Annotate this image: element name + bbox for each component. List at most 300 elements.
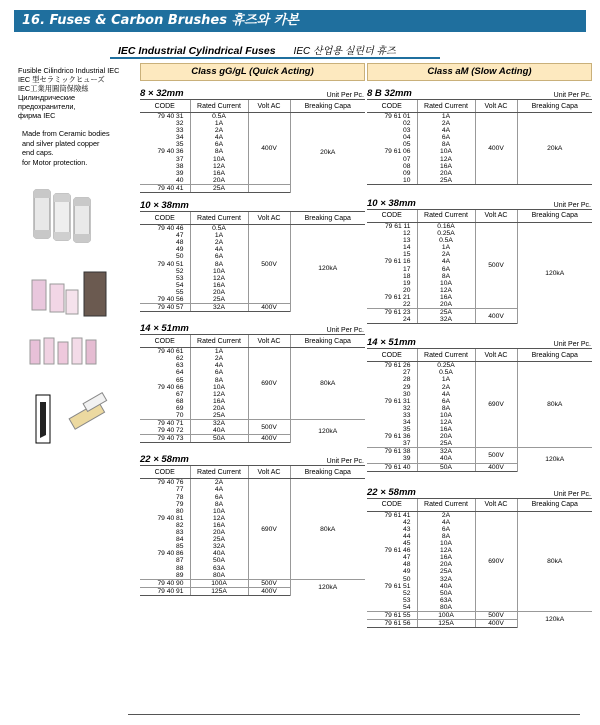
table-header: Breaking Capa (290, 100, 365, 113)
rated-current-cell: 80A (440, 603, 452, 611)
rated-current-cell: 16A (213, 521, 225, 529)
code-cell: 22 (403, 300, 411, 308)
rated-current-cell: 2A (441, 120, 451, 128)
breaking-capa-cell: 80kA (517, 362, 592, 448)
size-label: 10 × 38mm (367, 197, 416, 209)
table-row-group (367, 222, 592, 308)
code-cell: 33 (403, 411, 411, 419)
bottom-rule (128, 714, 580, 715)
rated-current-cell: 16A (213, 397, 225, 405)
volt-cell: 500V (475, 611, 517, 619)
rated-current-cell: 6A (441, 265, 451, 273)
code-cell: 79 61 38 (384, 448, 411, 456)
size-label: 10 × 38mm (140, 200, 189, 212)
rated-current-cell: 1A (214, 232, 224, 240)
rated-current-cell: 4A (441, 390, 451, 398)
code-cell: 53 (176, 274, 184, 282)
code-cell: 79 61 21 (384, 293, 411, 301)
code-cell: 79 61 40 (384, 463, 411, 471)
code-cell: 79 61 36 (384, 433, 411, 441)
rated-current-cell: 6A (214, 493, 224, 501)
code-cell: 39 (176, 169, 184, 177)
breaking-capa-cell: 80kA (517, 511, 592, 611)
rated-current-cell: 12A (213, 274, 225, 282)
size-section (140, 318, 365, 443)
unit-label: Unit Per Pc. (326, 92, 364, 99)
breaking-capa-cell: 80kA (290, 348, 365, 420)
description-line: Цилиндрические (18, 93, 76, 102)
code-cell: 80 (176, 507, 184, 515)
code-cell: 54 (176, 281, 184, 289)
code-cell: 78 (176, 493, 184, 501)
code-cell: 67 (176, 390, 184, 398)
fuse-table (367, 99, 592, 185)
rated-current-cell: 1A (441, 244, 451, 252)
rated-current-cell: 125A (438, 620, 454, 628)
rated-current-cell: 10A (213, 383, 225, 391)
code-cell: 30 (403, 390, 411, 398)
table-header: Rated Current (417, 498, 475, 511)
code-cell: 37 (403, 440, 411, 448)
table-row-group (367, 448, 592, 463)
subtitle-en: IEC Industrial Cylindrical Fuses (118, 45, 276, 57)
table-header: Volt AC (248, 100, 290, 113)
code-cell: 62 (176, 355, 184, 363)
rated-current-cell: 32A (440, 316, 452, 324)
table-header: Volt AC (475, 498, 517, 511)
code-cell: 49 (403, 568, 411, 576)
code-cell: 79 61 41 (384, 511, 411, 519)
volt-cell: 500V (248, 225, 290, 304)
code-cell: 52 (403, 589, 411, 597)
rated-current-cell: 16A (213, 281, 225, 289)
fuse-table (140, 211, 365, 312)
rated-current-cell: 12A (440, 547, 452, 555)
unit-label: Unit Per Pc. (326, 327, 364, 335)
code-cell: 79 40 90 (157, 579, 184, 587)
code-cell: 79 40 91 (157, 587, 184, 595)
rated-current-cell: 20A (440, 561, 452, 569)
fuse-table (367, 348, 592, 471)
code-cell: 29 (403, 383, 411, 391)
rated-current-cell: 12A (440, 419, 452, 426)
code-cell: 79 40 46 (157, 225, 184, 233)
table-header: Breaking Capa (290, 335, 365, 348)
table-row-group (367, 511, 592, 611)
table-row-group (367, 611, 592, 619)
unit-label: Unit Per Pc. (326, 458, 364, 466)
rated-current-cell: 16A (440, 162, 452, 170)
rated-current-cell: 25A (440, 568, 452, 576)
code-cell: 79 40 51 (157, 260, 184, 268)
volt-cell: 500V (248, 579, 290, 587)
rated-current-cell: 32A (440, 575, 452, 583)
code-cell: 79 40 41 (157, 184, 184, 192)
rated-current-cell: 6A (214, 253, 224, 261)
description-line: IEC工業用圓筒保險絲 (18, 84, 89, 93)
code-cell: 34 (403, 419, 411, 426)
rated-current-cell: 20A (440, 169, 452, 177)
code-cell: 48 (403, 561, 411, 569)
volt-cell: 400V (475, 113, 517, 185)
table-header: CODE (140, 466, 190, 479)
code-cell: 45 (403, 540, 411, 548)
subtitle-underline (110, 57, 440, 59)
code-cell: 83 (176, 529, 184, 537)
code-cell: 17 (403, 265, 411, 273)
code-cell: 65 (176, 376, 184, 384)
rated-current-cell: 25A (440, 176, 452, 184)
code-cell: 82 (176, 521, 184, 529)
description-line: IEC 型セラミックヒューズ (18, 75, 105, 84)
table-header: Rated Current (417, 100, 475, 113)
breaking-capa-cell: 120kA (517, 448, 592, 471)
rated-current-cell: 0.25A (437, 230, 455, 238)
rated-current-cell: 100A (438, 611, 454, 619)
code-cell: 79 61 46 (384, 547, 411, 555)
rated-current-cell: 10A (440, 540, 452, 548)
size-label: 8 × 32mm (140, 88, 184, 99)
volt-cell (248, 184, 290, 192)
code-cell: 47 (176, 232, 184, 240)
table-header: CODE (367, 498, 417, 511)
volt-cell: 400V (475, 309, 517, 324)
fuse-table (367, 498, 592, 629)
code-cell: 02 (403, 120, 411, 128)
code-cell: 50 (176, 253, 184, 261)
code-cell: 35 (176, 141, 184, 149)
code-cell: 44 (403, 532, 411, 540)
table-row-group (140, 420, 365, 435)
unit-label: Unit Per Pc. (553, 92, 591, 99)
breaking-capa-cell: 20kA (517, 113, 592, 185)
code-cell: 54 (403, 603, 411, 611)
code-cell: 79 40 73 (157, 435, 184, 443)
code-cell: 89 (176, 571, 184, 579)
code-cell: 79 40 71 (157, 420, 184, 428)
unit-label: Unit Per Pc. (553, 341, 591, 349)
code-cell: 68 (176, 397, 184, 405)
code-cell: 79 (176, 500, 184, 508)
rated-current-cell: 2A (214, 479, 224, 487)
rated-current-cell: 0.5A (439, 237, 453, 245)
code-cell: 79 40 72 (157, 427, 184, 435)
rated-current-cell: 4A (214, 134, 224, 142)
code-cell: 79 40 56 (157, 295, 184, 303)
code-cell: 53 (403, 596, 411, 604)
table-row-group (140, 348, 365, 420)
code-cell: 85 (176, 543, 184, 551)
code-cell: 49 (176, 246, 184, 254)
code-cell: 79 61 26 (384, 362, 411, 370)
table-header: CODE (367, 209, 417, 222)
code-cell: 35 (403, 426, 411, 434)
size-section (367, 83, 592, 185)
code-cell: 15 (403, 251, 411, 259)
rated-current-cell: 2A (214, 239, 224, 247)
volt-cell: 690V (248, 348, 290, 420)
rated-current-cell: 20A (213, 288, 225, 296)
rated-current-cell: 40A (213, 427, 225, 435)
code-cell: 24 (403, 316, 411, 324)
rated-current-cell: 16A (440, 554, 452, 562)
class-title: Class gG/gL (Quick Acting) (140, 63, 365, 81)
description-line: for Motor protection. (22, 157, 88, 167)
rated-current-cell: 4A (441, 258, 451, 266)
volt-cell: 400V (248, 304, 290, 312)
volt-cell: 400V (475, 463, 517, 471)
rated-current-cell: 4A (441, 518, 451, 526)
table-header: Rated Current (417, 209, 475, 222)
code-cell: 79 40 31 (157, 113, 184, 120)
rated-current-cell: 16A (213, 169, 225, 177)
table-header: Volt AC (248, 212, 290, 225)
rated-current-cell: 10A (440, 148, 452, 156)
rated-current-cell: 40A (440, 455, 452, 463)
rated-current-cell: 4A (441, 127, 451, 135)
rated-current-cell: 20A (440, 300, 452, 308)
code-cell: 28 (403, 376, 411, 384)
fuse-table (140, 465, 365, 596)
class-title: Class aM (Slow Acting) (367, 63, 592, 81)
volt-cell: 690V (475, 511, 517, 611)
size-section (140, 83, 365, 193)
rated-current-cell: 50A (440, 589, 452, 597)
fuse-table (140, 334, 365, 443)
rated-current-cell: 25A (213, 412, 225, 419)
code-cell: 13 (403, 237, 411, 245)
size-section (367, 482, 592, 629)
code-cell: 48 (176, 239, 184, 247)
rated-current-cell: 16A (440, 426, 452, 434)
code-cell: 39 (403, 455, 411, 463)
volt-cell: 400V (248, 435, 290, 443)
breaking-capa-cell: 120kA (290, 420, 365, 443)
rated-current-cell: 100A (211, 579, 227, 587)
volt-cell: 500V (475, 448, 517, 463)
rated-current-cell: 4A (214, 486, 224, 494)
table-header: Breaking Capa (290, 212, 365, 225)
table-header: Rated Current (190, 100, 248, 113)
fuse-image-group-3 (30, 338, 96, 364)
rated-current-cell: 20A (213, 529, 225, 537)
code-cell: 79 61 55 (384, 611, 411, 619)
table-header: Rated Current (190, 466, 248, 479)
code-cell: 33 (176, 127, 184, 135)
rated-current-cell: 10A (440, 279, 452, 287)
fuse-image-group-2 (32, 272, 106, 316)
table-header: Rated Current (190, 212, 248, 225)
table-header: Breaking Capa (517, 100, 592, 113)
size-label: 22 × 58mm (140, 454, 189, 466)
fuse-photos (26, 180, 116, 460)
column-class-gg (140, 63, 365, 596)
code-cell: 34 (176, 134, 184, 142)
rated-current-cell: 2A (214, 355, 224, 363)
rated-current-cell: 20A (213, 404, 225, 412)
code-cell: 79 61 23 (384, 309, 411, 317)
product-description (18, 66, 136, 167)
rated-current-cell: 25A (440, 440, 452, 448)
rated-current-cell: 12A (213, 162, 225, 170)
rated-current-cell: 32A (213, 420, 225, 428)
table-header: Rated Current (417, 349, 475, 362)
rated-current-cell: 8A (214, 376, 224, 384)
rated-current-cell: 2A (441, 383, 451, 391)
rated-current-cell: 50A (213, 435, 225, 443)
rated-current-cell: 2A (441, 251, 451, 259)
code-cell: 77 (176, 486, 184, 494)
breaking-capa-cell: 120kA (517, 611, 592, 627)
rated-current-cell: 125A (211, 587, 227, 595)
description-line: and silver plated copper (22, 138, 100, 148)
table-header: CODE (140, 335, 190, 348)
volt-cell: 400V (248, 587, 290, 595)
rated-current-cell: 12A (213, 390, 225, 398)
table-header: Volt AC (475, 349, 517, 362)
code-cell: 47 (403, 554, 411, 562)
rated-current-cell: 63A (213, 564, 225, 572)
rated-current-cell: 8A (214, 148, 224, 156)
rated-current-cell: 1A (214, 120, 224, 128)
size-label: 14 × 51mm (367, 337, 416, 349)
table-header: Volt AC (248, 466, 290, 479)
breaking-capa-cell: 120kA (290, 579, 365, 595)
size-section (367, 332, 592, 471)
table-row-group (367, 113, 592, 185)
rated-current-cell: 10A (213, 155, 225, 163)
table-row-group (140, 113, 365, 185)
table-header: Volt AC (475, 100, 517, 113)
code-cell: 12 (403, 230, 411, 238)
rated-current-cell: 1A (214, 348, 224, 356)
rated-current-cell: 25A (213, 295, 225, 303)
unit-label: Unit Per Pc. (553, 201, 591, 209)
code-cell: 38 (176, 162, 184, 170)
code-cell: 64 (176, 369, 184, 377)
code-cell: 63 (176, 362, 184, 370)
rated-current-cell: 2A (441, 511, 451, 519)
code-cell: 32 (403, 404, 411, 412)
section-header: 16. Fuses & Carbon Brushes 휴즈와 카본 (14, 10, 586, 32)
rated-current-cell: 12A (440, 286, 452, 294)
code-cell: 19 (403, 279, 411, 287)
rated-current-cell: 12A (440, 155, 452, 163)
code-cell: 79 40 61 (157, 348, 184, 356)
code-cell: 79 61 51 (384, 582, 411, 590)
code-cell: 20 (403, 286, 411, 294)
code-cell: 14 (403, 244, 411, 252)
code-cell: 40 (176, 176, 184, 184)
code-cell: 79 40 86 (157, 550, 184, 558)
description-line: предохранители, (18, 102, 76, 111)
code-cell: 79 61 01 (384, 113, 411, 120)
rated-current-cell: 6A (441, 525, 451, 533)
page-subtitle (118, 42, 396, 57)
code-cell: 43 (403, 525, 411, 533)
code-cell: 88 (176, 564, 184, 572)
rated-current-cell: 80A (213, 571, 225, 579)
rated-current-cell: 50A (440, 463, 452, 471)
breaking-capa-cell: 120kA (290, 225, 365, 312)
volt-cell: 690V (248, 479, 290, 579)
table-row-group (140, 479, 365, 579)
breaking-capa-cell: 80kA (290, 479, 365, 579)
rated-current-cell: 8A (441, 404, 451, 412)
code-cell: 79 61 31 (384, 397, 411, 405)
fuse-image-group-4 (36, 393, 107, 443)
table-row-group (140, 579, 365, 587)
rated-current-cell: 0.5A (212, 113, 226, 120)
table-header: Breaking Capa (517, 498, 592, 511)
table-header: CODE (367, 100, 417, 113)
unit-label: Unit Per Pc. (553, 490, 591, 498)
column-class-am (367, 63, 592, 628)
rated-current-cell: 10A (213, 267, 225, 275)
rated-current-cell: 8A (441, 532, 451, 540)
code-cell: 27 (403, 369, 411, 377)
volt-cell: 690V (475, 362, 517, 448)
description-line: фирма IEC (18, 111, 56, 120)
code-cell: 55 (176, 288, 184, 296)
rated-current-cell: 2A (214, 127, 224, 135)
rated-current-cell: 1A (441, 376, 451, 384)
rated-current-cell: 0.25A (437, 362, 455, 370)
rated-current-cell: 32A (213, 304, 225, 312)
rated-current-cell: 0.16A (437, 222, 455, 230)
size-label: 14 × 51mm (140, 323, 189, 335)
volt-cell: 400V (248, 113, 290, 185)
rated-current-cell: 20A (213, 176, 225, 184)
code-cell: 09 (403, 169, 411, 177)
code-cell: 87 (176, 557, 184, 565)
code-cell: 79 61 16 (384, 258, 411, 266)
code-cell: 10 (403, 176, 411, 184)
volt-cell: 400V (475, 620, 517, 628)
rated-current-cell: 8A (214, 260, 224, 268)
table-header: Rated Current (190, 335, 248, 348)
code-cell: 18 (403, 272, 411, 280)
breaking-capa-cell: 20kA (290, 113, 365, 193)
code-cell: 70 (176, 412, 184, 419)
size-label: 22 × 58mm (367, 486, 416, 498)
rated-current-cell: 40A (440, 582, 452, 590)
rated-current-cell: 1A (441, 113, 451, 120)
fuse-image-group-1 (34, 190, 90, 242)
code-cell: 03 (403, 127, 411, 135)
fuse-table (140, 99, 365, 193)
table-header: Breaking Capa (290, 466, 365, 479)
rated-current-cell: 25A (440, 309, 452, 317)
fuse-table (367, 209, 592, 324)
code-cell: 79 40 81 (157, 514, 184, 522)
rated-current-cell: 40A (213, 550, 225, 558)
rated-current-cell: 8A (441, 272, 451, 280)
rated-current-cell: 4A (214, 246, 224, 254)
rated-current-cell: 20A (440, 433, 452, 441)
code-cell: 42 (403, 518, 411, 526)
subtitle-kr: IEC 산업용 실린더 휴즈 (293, 46, 396, 57)
volt-cell: 500V (475, 222, 517, 308)
code-cell: 50 (403, 575, 411, 583)
size-label: 8 B 32mm (367, 88, 412, 99)
rated-current-cell: 10A (440, 411, 452, 419)
code-cell: 79 61 56 (384, 620, 411, 628)
rated-current-cell: 32A (440, 448, 452, 456)
table-header: CODE (367, 349, 417, 362)
table-header: CODE (140, 100, 190, 113)
rated-current-cell: 12A (213, 514, 225, 522)
